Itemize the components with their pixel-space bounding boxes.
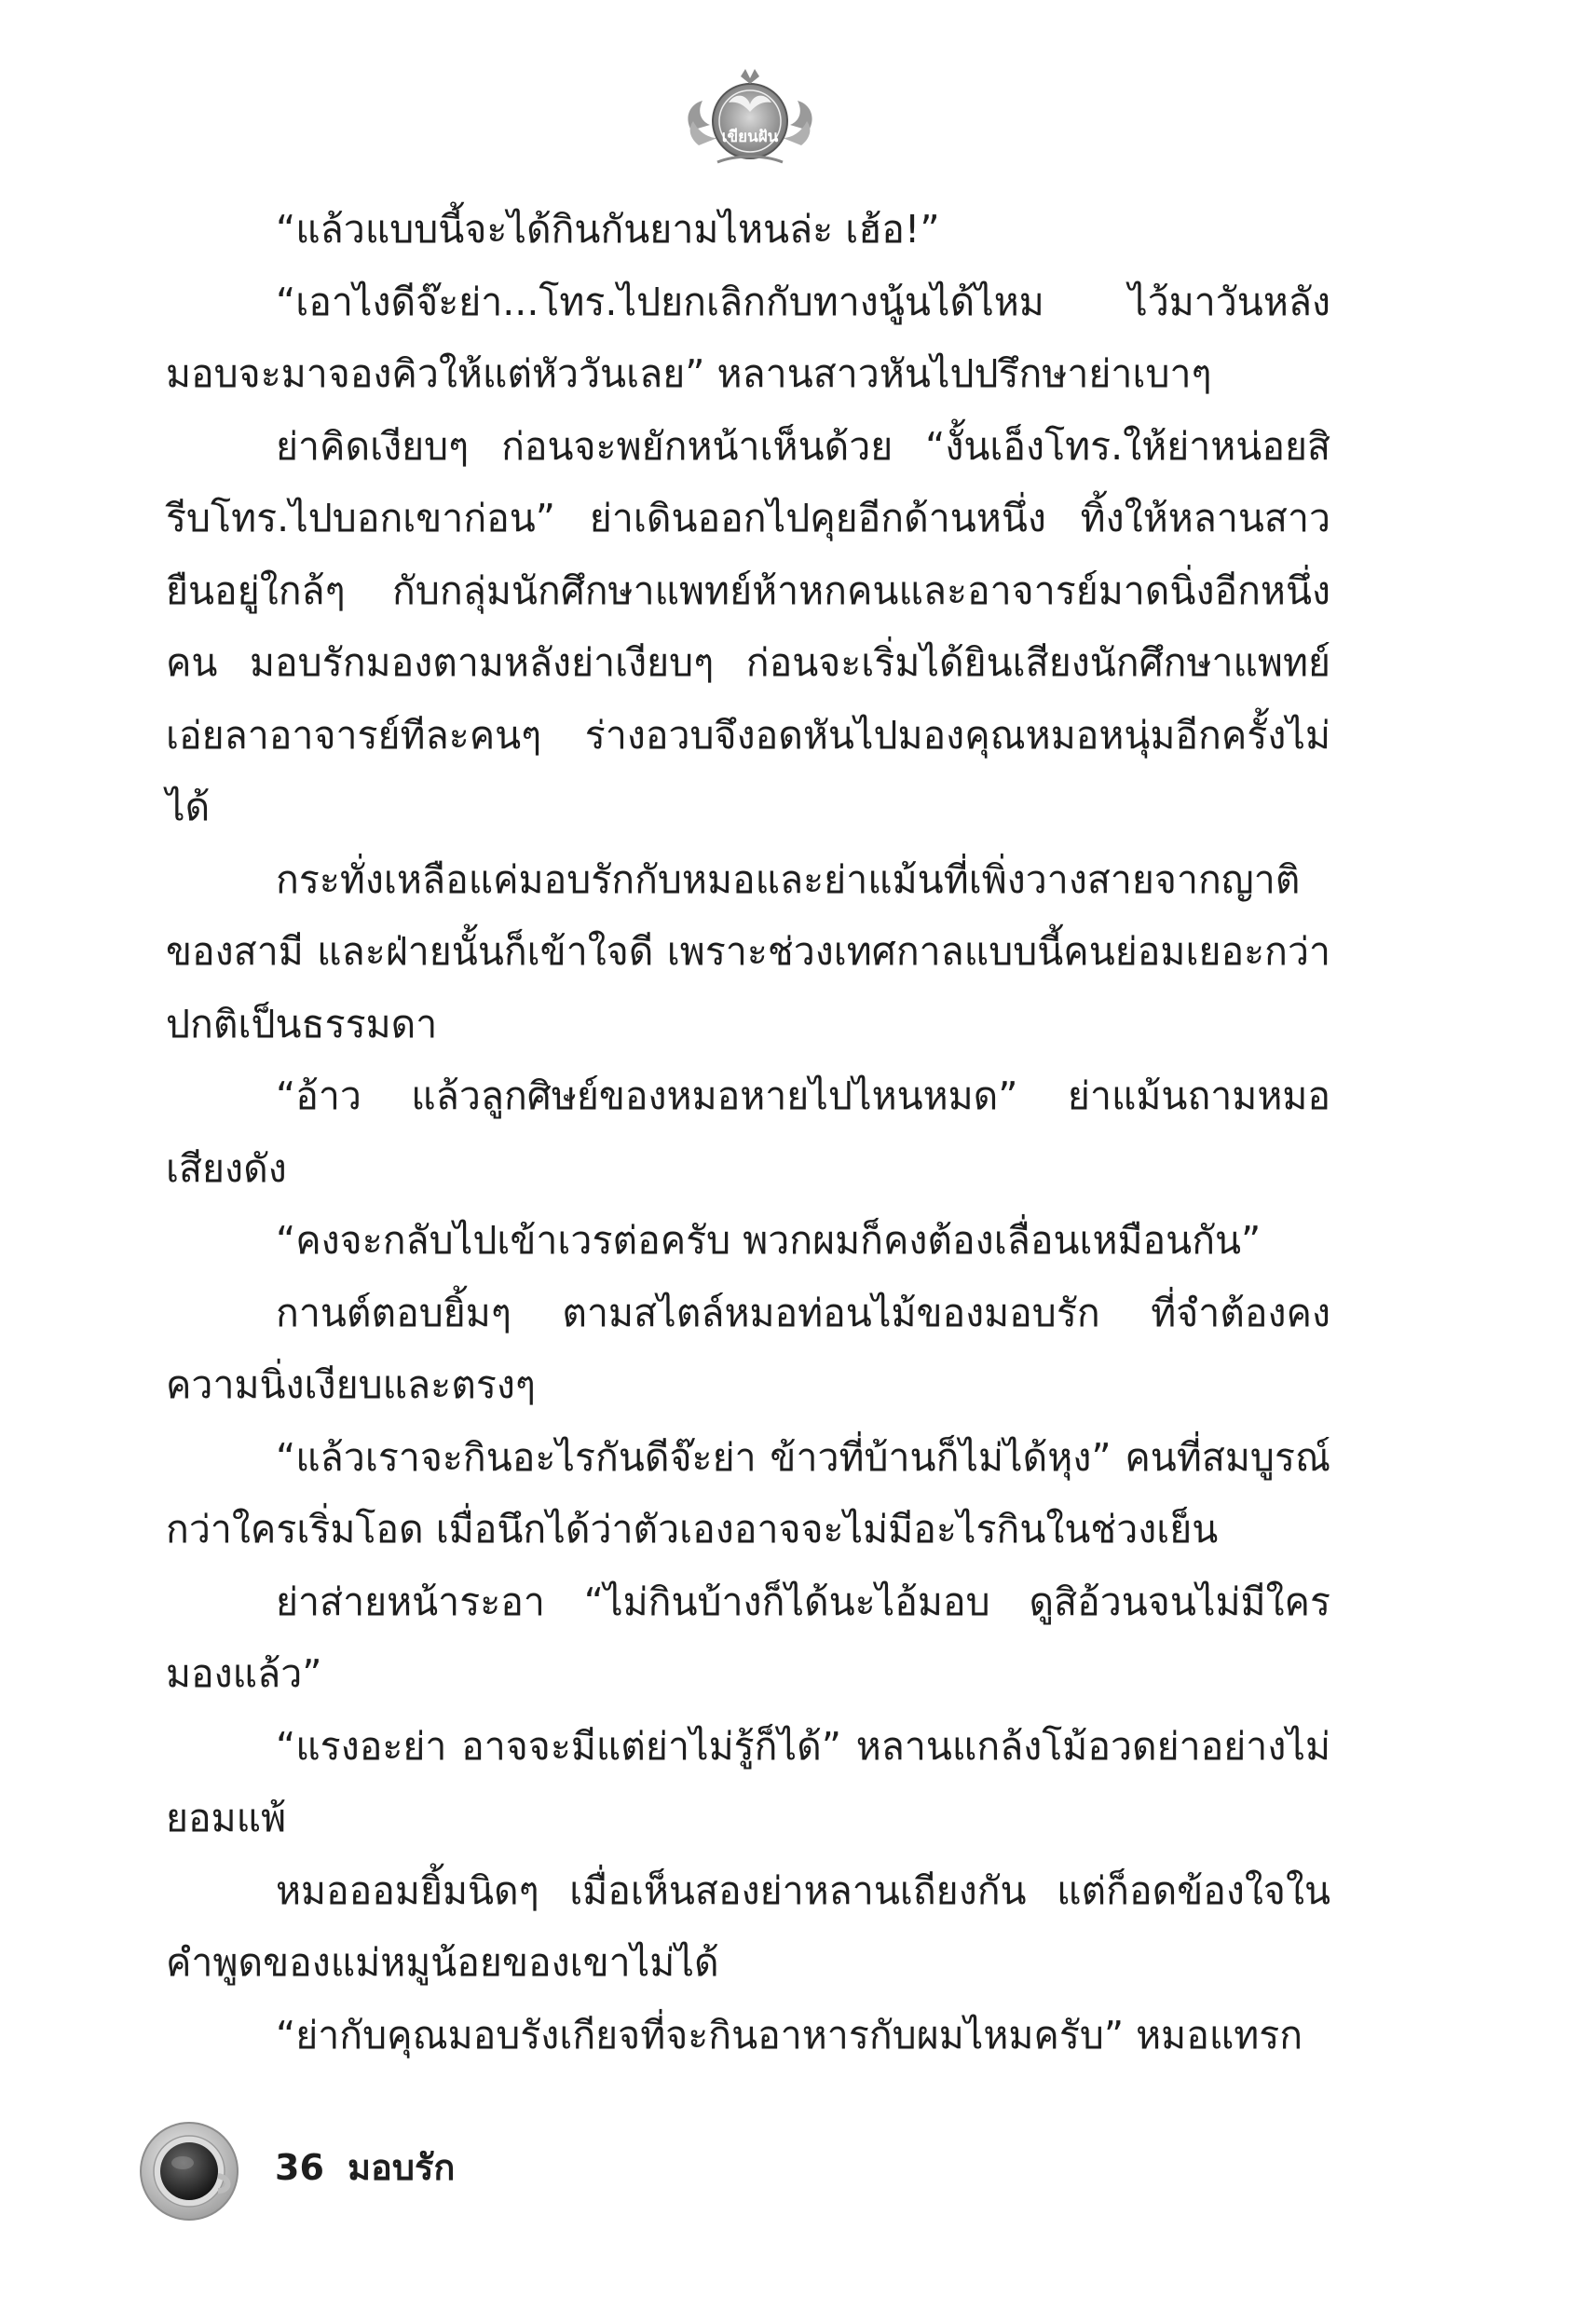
paragraph: ย่าคิดเงียบๆ ก่อนจะพยักหน้าเห็นด้วย “งั้นเอ็งโทร.ให้ย่าหน่อยสิรีบโทร.ไปบอกเขาก่อน” ย่าเดินออกไปคุยอีกด้านหนึ่ง ทิ้งให้หลานสาวยืนอยู่ใกล้ๆ กับกลุ่มนักศึกษาแพทย์ห้าหกคนและอาจารย์มาดนิ่งอีกหนึ่งคน มอบรักมองตามหลังย่าเงียบๆ ก่อนจะเริ่มได้ยินเสียงนักศึกษาแพทย์เอ่ยลาอาจารย์ทีละคนๆ ร่างอวบจึงอดหันไปมองคุณหมอหนุ่มอีกครั้งไม่ได้ (166, 423, 1330, 829)
publisher-logo-text: เขียนฝัน (721, 128, 779, 146)
paragraph: “เอาไงดีจ๊ะย่า...โทร.ไปยกเลิกกับทางนู้นได้ไหม ไว้มาวันหลังมอบจะมาจองคิวให้แต่หัววันเลย” หลานสาวหันไปปรึกษาย่าเบาๆ (166, 279, 1330, 396)
paragraph: “แล้วเราจะกินอะไรกันดีจ๊ะย่า ข้าวที่บ้านก็ไม่ได้หุง” คนที่สมบูรณ์กว่าใครเริ่มโอด เมื่อนึกได้ว่าตัวเองอาจจะไม่มีอะไรกินในช่วงเย็น (166, 1434, 1330, 1552)
paragraph: “แล้วแบบนี้จะได้กินกันยามไหนล่ะ เฮ้อ!” (276, 207, 940, 252)
paragraph: กระทั่งเหลือแค่มอบรักกับหมอและย่าแม้นที่เพิ่งวางสายจากญาติของสามี และฝ่ายนั้นก็เข้าใจดี เพราะช่วงเทศกาลแบบนี้คนย่อมเยอะกว่าปกติเป็นธรรมดา (166, 856, 1330, 1046)
page-body-text (166, 194, 1330, 2072)
page-number: 36 (275, 2147, 324, 2188)
publisher-logo (680, 63, 820, 175)
paragraph: “คงจะกลับไปเข้าเวรต่อครับ พวกผมก็คงต้องเลื่อนเหมือนกัน” (276, 1218, 1262, 1263)
paragraph: หมอออมยิ้มนิดๆ เมื่อเห็นสองย่าหลานเถียงกัน แต่ก็อดข้องใจในคำพูดของแม่หมูน้อยของเขาไม่ได้ (166, 1867, 1330, 1985)
book-title: มอบรัก (348, 2147, 456, 2188)
paragraph: “แรงอะย่า อาจจะมีแต่ย่าไม่รู้ก็ได้” หลานแกล้งโม้อวดย่าอย่างไม่ยอมแพ้ (166, 1723, 1330, 1840)
coffee-cup-icon (138, 2120, 240, 2222)
paragraph: กานต์ตอบยิ้มๆ ตามสไตล์หมอท่อนไม้ของมอบรัก ที่จำต้องคงความนิ่งเงียบและตรงๆ (166, 1290, 1330, 1407)
paragraph: “อ้าว แล้วลูกศิษย์ของหมอหายไปไหนหมด” ย่าแม้นถามหมอเสียงดัง (166, 1073, 1330, 1191)
page-footer (138, 2120, 697, 2222)
paragraph: “ย่ากับคุณมอบรังเกียจที่จะกินอาหารกับผมไหมครับ” หมอแทรก (276, 2012, 1303, 2058)
publisher-logo-icon (680, 63, 820, 175)
paragraph: ย่าส่ายหน้าระอา “ไม่กินบ้างก็ได้นะไอ้มอบ ดูสิอ้วนจนไม่มีใครมองแล้ว” (166, 1579, 1330, 1696)
